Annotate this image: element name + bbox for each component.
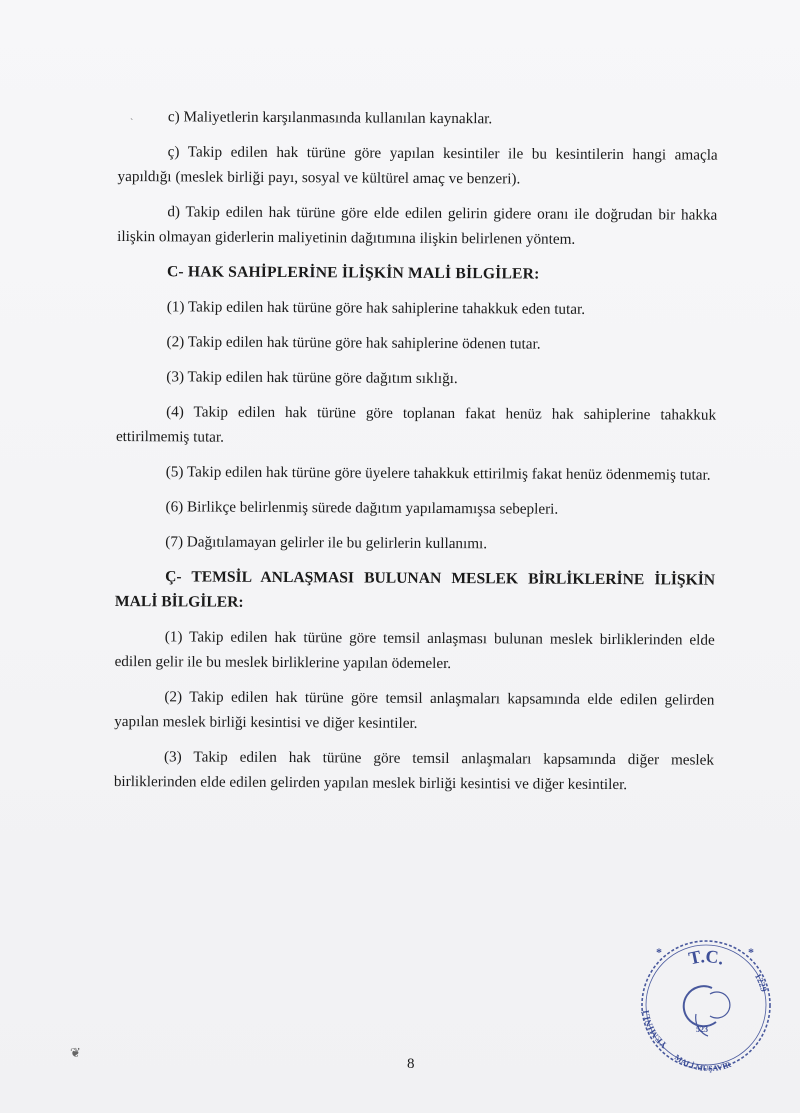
paragraph-cc: ç) Takip edilen hak türüne göre yapılan kesintiler ile bu kesintilerin hangi amaçla yapıldığı (meslek birliği payı, sosyal ve kültürel amaç ve benzeri). <box>117 143 718 188</box>
official-stamp <box>636 930 776 1080</box>
stamp-star-icon: * <box>656 945 662 959</box>
document-body <box>114 104 718 808</box>
section-c-item-4: (4) Takip edilen hak türüne göre toplanan fakat henüz hak sahiplerine tahakkuk ettirilmemiş tutar. <box>115 403 717 446</box>
stamp-star-icon: * <box>748 945 754 959</box>
stamp-top-text: T.C. <box>686 945 727 969</box>
stamp-bottom-text: MALİ MÜŞAVİR <box>672 1052 733 1074</box>
section-c-heading: C- HAK SAHİPLERİNE İLİŞKİN MALİ BİLGİLER: <box>166 263 540 283</box>
stamp-right-number: 1229 <box>752 971 770 993</box>
paragraph-c: c) Maliyetlerin karşılanmasında kullanılan kaynaklar. <box>167 108 493 128</box>
page-number: 8 <box>407 1056 415 1072</box>
section-c-item-2: (2) Takip edilen hak türüne göre hak sahiplerine ödenen tutar. <box>166 333 541 353</box>
stamp-left-text: YEMİNLİ <box>640 1009 669 1051</box>
section-c-item-5: (5) Takip edilen hak türüne göre üyelere tahakkuk ettirilmiş fakat henüz ödenmemiş tutar. <box>165 463 711 484</box>
section-cc-item-1: (1) Takip edilen hak türüne göre temsil anlaşması bulunan meslek birliklerinden elde edilen gelir ile bu meslek birliklerine yapılan ödemeler. <box>114 628 715 673</box>
section-c-item-3: (3) Takip edilen hak türüne göre dağıtım sıklığı. <box>166 368 458 388</box>
scan-speck: ❦ <box>70 1045 81 1060</box>
stamp-inner-number: 523 <box>696 1025 708 1034</box>
section-c-item-6: (6) Birlikçe belirlenmiş sürede dağıtım yapılamamışsa sebepleri. <box>165 498 559 518</box>
section-cc-item-3: (3) Takip edilen hak türüne göre temsil anlaşmaları kapsamında diğer meslek birliklerinden elde edilen gelirden yapılan meslek birliği kesintisi ve diğer kesintiler. <box>113 748 715 794</box>
scan-speck: ` <box>130 118 134 129</box>
section-cc-item-2: (2) Takip edilen hak türüne göre temsil anlaşmaları kapsamında elde edilen gelirden yapılan meslek birliği kesintisi ve diğer kesintiler. <box>114 688 715 732</box>
paragraph-d: d) Takip edilen hak türüne göre elde edilen gelirin gidere oranı ile doğrudan bir hakka ilişkin olmayan giderlerin maliyetinin dağıtımına ilişkin belirlenen yöntem. <box>117 203 718 248</box>
section-c-item-7: (7) Dağıtılamayan gelirler ile bu gelirlerin kullanımı. <box>165 533 488 553</box>
section-cc-heading: Ç- TEMSİL ANLAŞMASI BULUNAN MESLEK BİRLİKLERİNE İLİŞKİN MALİ BİLGİLER: <box>114 568 716 611</box>
section-c-item-1: (1) Takip edilen hak türüne göre hak sahiplerine tahakkuk eden tutar. <box>166 298 586 318</box>
